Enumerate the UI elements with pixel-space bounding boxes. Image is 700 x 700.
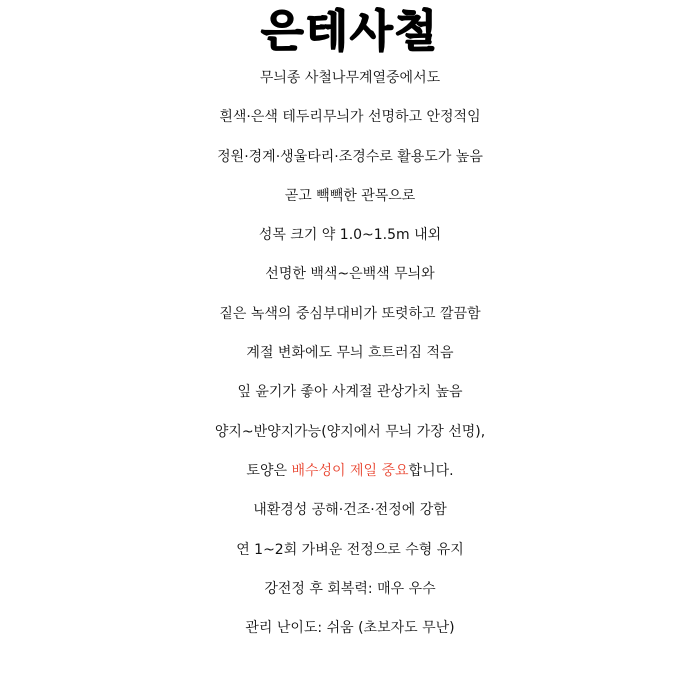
text-line-12: 내환경성 공해·건조·전정에 강함 (253, 502, 447, 519)
text-line-4: 곧고 빽빽한 관목으로 (284, 187, 416, 204)
text-line-7: 짙은 녹색의 중심부대비가 또렷하고 깔끔함 (219, 305, 481, 322)
text-line-10: 양지~반양지가능(양지에서 무늬 가장 선명), (214, 423, 486, 440)
text-line-2: 흰색·은색 테두리무늬가 선명하고 안정적임 (219, 109, 481, 126)
text-line-15: 관리 난이도: 쉬움 (초보자도 무난) (245, 620, 455, 637)
text-line-6: 선명한 백색~은백색 무늬와 (265, 266, 435, 283)
soil-line-highlight: 배수성이 제일 중요 (291, 462, 409, 479)
soil-line-suffix: 합니다. (408, 462, 454, 479)
text-line-5: 성목 크기 약 1.0~1.5m 내외 (258, 227, 442, 244)
text-line-8: 계절 변화에도 무늬 흐트러짐 적음 (246, 345, 454, 362)
page-title: 은테사철 (260, 6, 439, 57)
text-line-13: 연 1~2회 가벼운 전정으로 수형 유지 (236, 541, 464, 558)
text-line-14: 강전정 후 회복력: 매우 우수 (264, 580, 436, 597)
text-line-3: 정원·경계·생울타리·조경수로 활용도가 높음 (217, 148, 483, 165)
text-line-1: 무늬종 사철나무계열중에서도 (259, 70, 441, 86)
soil-line-prefix: 토양은 (246, 462, 292, 479)
description-lines (0, 59, 700, 648)
soil-line (0, 452, 700, 491)
text-line-9: 잎 윤기가 좋아 사계절 관상가치 높음 (237, 384, 463, 401)
